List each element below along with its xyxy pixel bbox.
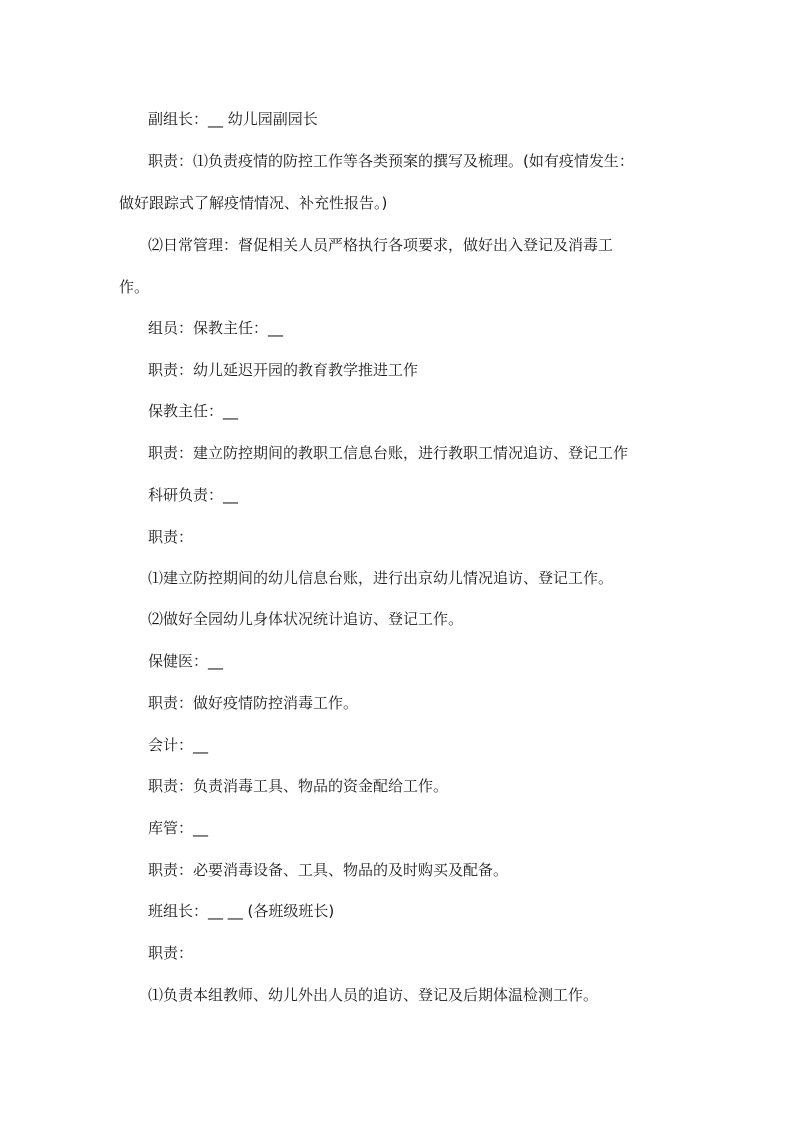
duty-label-class: 职责：	[148, 944, 194, 962]
duty-disinfection: 职责：做好疫情防控消毒工作。	[148, 694, 359, 712]
duty-paragraph-line-2: 做好跟踪式了解疫情情况、补充性报告。)	[119, 194, 388, 212]
daily-management-line-1: ⑵日常管理：督促相关人员严格执行各项要求，做好出入登记及消毒工	[148, 236, 614, 254]
duty-staff-ledger: 职责：建立防控期间的教职工信息台账，进行教职工情况追访、登记工作	[148, 444, 629, 462]
health-doctor-line: 保健医：__	[148, 652, 224, 670]
duty-child-ledger: ⑴建立防控期间的幼儿信息台账，进行出京幼儿情况追访、登记工作。	[148, 569, 614, 587]
accountant-line: 会计：__	[148, 736, 209, 754]
duty-child-health: ⑵做好全园幼儿身体状况统计追访、登记工作。	[148, 610, 464, 628]
duty-paragraph-line-1: 职责：⑴负责疫情的防控工作等各类预案的撰写及梳理。(如有疫情发生：	[148, 152, 634, 170]
research-lead-line: 科研负责：__	[148, 486, 239, 504]
duty-purchasing: 职责：必要消毒设备、工具、物品的及时购买及配备。	[148, 861, 509, 879]
duty-funding: 职责：负责消毒工具、物品的资金配给工作。	[148, 777, 449, 795]
warehouse-keeper-line: 库管：__	[148, 819, 209, 837]
deputy-leader-line: 副组长：__ 幼儿园副园长	[148, 110, 318, 128]
duty-label-research: 职责：	[148, 528, 194, 546]
daily-management-line-2: 作。	[119, 278, 150, 296]
class-leader-line: 班组长：__ __ (各班级班长)	[148, 902, 335, 920]
duty-class-tracking: ⑴负责本组教师、幼儿外出人员的追访、登记及后期体温检测工作。	[148, 986, 599, 1004]
member-education-director: 组员：保教主任：__	[148, 319, 284, 337]
education-director-line: 保教主任：__	[148, 402, 239, 420]
duty-education-director: 职责：幼儿延迟开园的教育教学推进工作	[148, 361, 419, 379]
